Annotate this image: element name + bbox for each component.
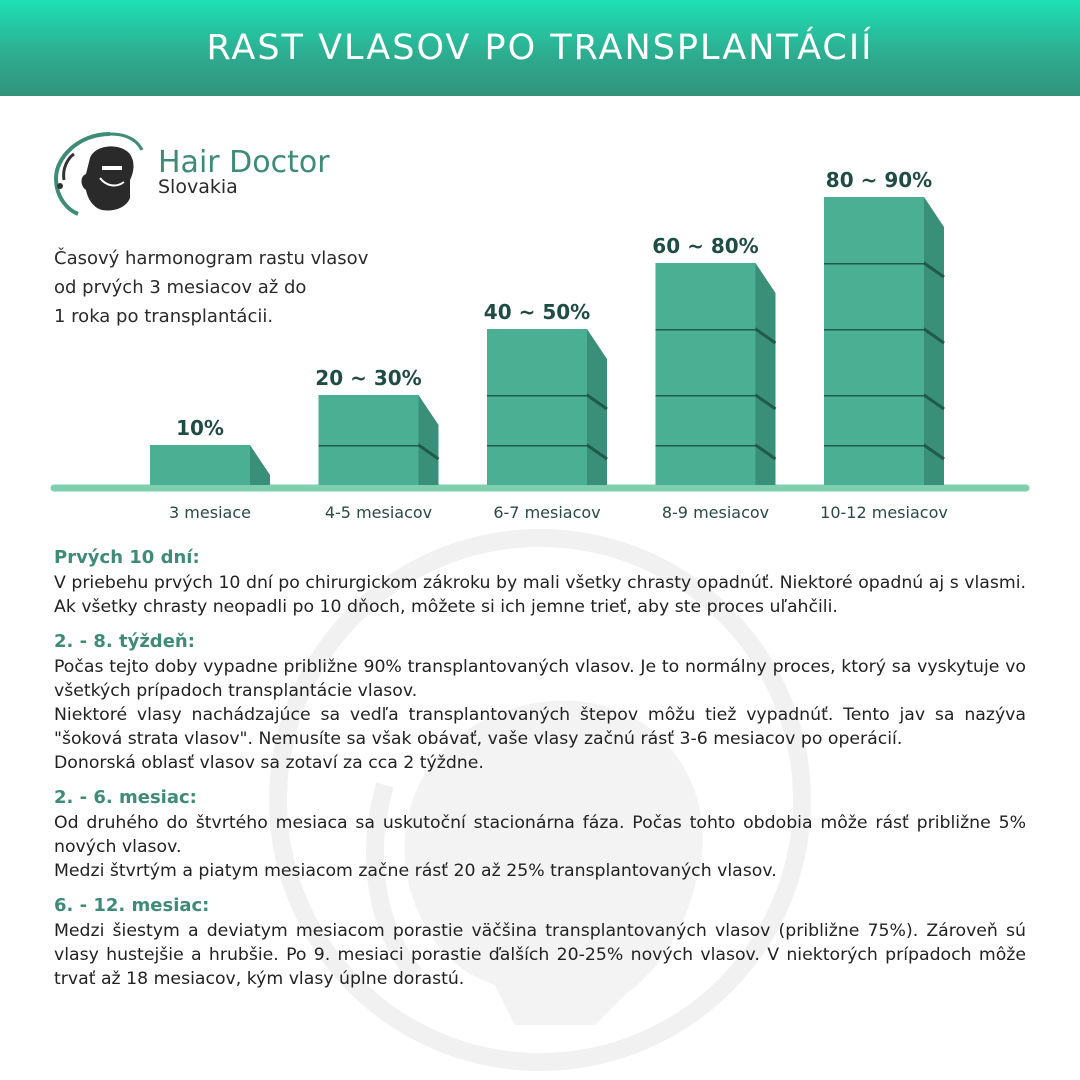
- section-paragraph: Medzi štvrtým a piatym mesiacom začne rásť 20 až 25% transplantovaných vlasov.: [54, 861, 777, 881]
- bar-value-label: 60 ~ 80%: [652, 234, 759, 258]
- bar-segment: [487, 445, 587, 485]
- bar-value-label: 40 ~ 50%: [483, 300, 591, 324]
- bar-segment: [656, 395, 756, 445]
- category-label: 8-9 mesiacov: [661, 503, 770, 522]
- bar-segment: [824, 263, 924, 329]
- section-weeks-2-8: [54, 629, 1026, 775]
- bar-5: [824, 197, 944, 485]
- bar-segment: [656, 263, 756, 329]
- timeline-text: [54, 545, 1026, 1001]
- bar-3: [487, 329, 607, 485]
- section-title: 2. - 8. týždeň:: [54, 631, 195, 652]
- section-title: Prvých 10 dní:: [54, 547, 200, 568]
- category-label: 3 mesiace: [169, 503, 251, 522]
- section-first-10-days: [54, 545, 1026, 619]
- bar-segment: [319, 445, 419, 485]
- bar-value-label: 20 ~ 30%: [315, 366, 422, 390]
- bar-segment: [150, 445, 250, 485]
- bar-segment: [656, 445, 756, 485]
- section-title: 6. - 12. mesiac:: [54, 895, 210, 916]
- section-months-6-12: [54, 893, 1026, 991]
- bar-segment: [656, 329, 756, 395]
- header-banner: [0, 0, 1080, 96]
- bar-1: [150, 445, 270, 485]
- section-paragraph: Počas tejto doby vypadne približne 90% transplantovaných vlasov. Je to normálny proces, ktorý sa vyskytuje vo všetkých prípadoch transplantácie vlasov.: [54, 657, 1026, 701]
- category-label: 6-7 mesiacov: [493, 503, 601, 522]
- bar-segment: [824, 445, 924, 485]
- section-months-2-6: [54, 785, 1026, 883]
- bar-segment: [824, 197, 924, 263]
- logo-subtitle: Slovakia: [158, 176, 238, 198]
- category-label: 4-5 mesiacov: [324, 503, 433, 522]
- intro-line: 1 roka po transplantácii.: [54, 306, 274, 327]
- bar-side-face: [419, 395, 439, 485]
- bar-segment: [487, 329, 587, 395]
- bar-value-label: 10%: [176, 416, 224, 440]
- category-label: 10-12 mesiacov: [820, 503, 948, 522]
- bar-4: [656, 263, 776, 485]
- section-paragraph: Medzi šiestym a deviatym mesiacom porastie väčšina transplantovaných vlasov (približne 75%). Zároveň sú vlasy hustejšie a hrubšie. Po 9. mesiaci porastie ďalších 20-25% nových vlasov. V niektorých prípadoch môže trvať až 18 mesiacov, kým vlasy úplne dorastú.: [54, 921, 1026, 989]
- bar-value-label: 80 ~ 90%: [825, 168, 933, 192]
- logo-name: Hair Doctor: [158, 145, 330, 180]
- section-paragraph: Donorská oblasť vlasov sa zotaví za cca 2 týždne.: [54, 753, 484, 773]
- section-paragraph: Niektoré vlasy nachádzajúce sa vedľa transplantovaných štepov môžu tiež vypadnúť. Tento jav sa nazýva "šoková strata vlasov". Nemusíte sa však obávať, vaše vlasy začnú rásť 3-6 mesiacov po operácií.: [54, 705, 1026, 749]
- bar-2: [319, 395, 439, 485]
- bar-segment: [319, 395, 419, 445]
- bar-segment: [824, 395, 924, 445]
- bar-side-face: [250, 445, 270, 485]
- growth-bar-chart: [0, 130, 1080, 530]
- section-title: 2. - 6. mesiac:: [54, 787, 197, 808]
- bar-segment: [487, 395, 587, 445]
- section-paragraph: Od druhého do štvrtého mesiaca sa uskutoční stacionárna fáza. Počas tohto obdobia môže rásť približne 5% nových vlasov.: [54, 813, 1026, 857]
- intro-line: Časový harmonogram rastu vlasov: [54, 248, 369, 269]
- intro-line: od prvých 3 mesiacov až do: [54, 277, 307, 298]
- bar-segment: [824, 329, 924, 395]
- section-paragraph: V priebehu prvých 10 dní po chirurgickom zákroku by mali všetky chrasty opadnúť. Niektoré opadnú aj s vlasmi. Ak všetky chrasty neopadli po 10 dňoch, môžete si ich jemne trieť, aby ste proces uľahčili.: [54, 573, 1026, 617]
- page-title: RAST VLASOV PO TRANSPLANTÁCIÍ: [206, 28, 874, 68]
